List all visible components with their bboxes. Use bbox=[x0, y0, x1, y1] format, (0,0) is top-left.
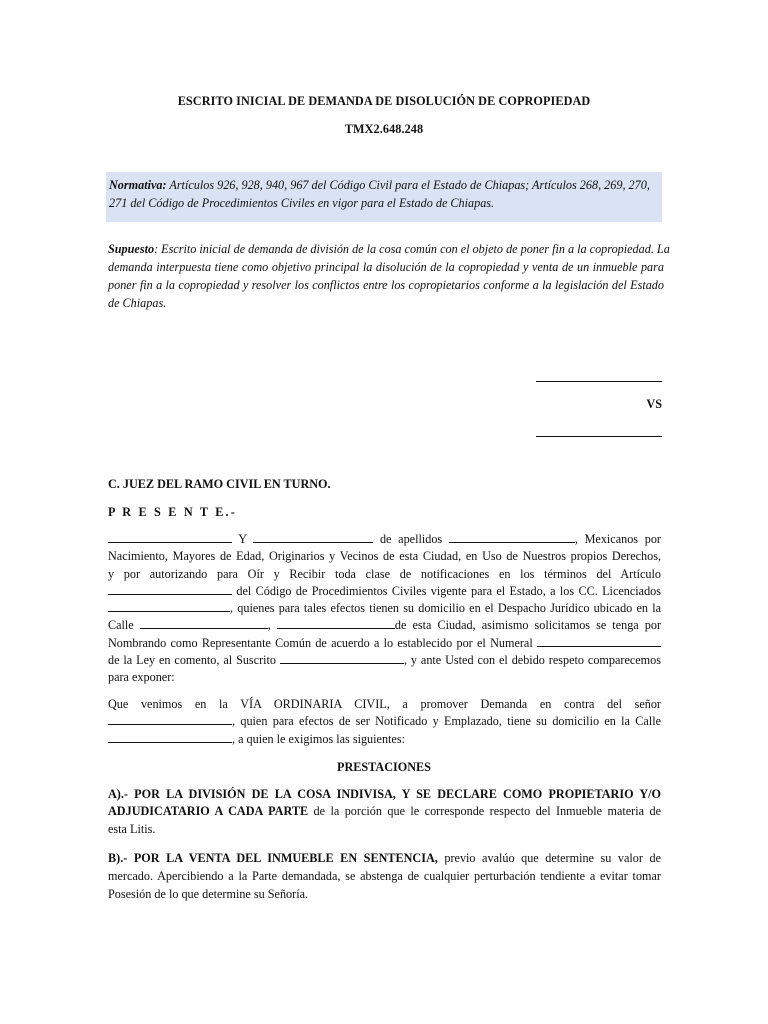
judge-heading: C. JUEZ DEL RAMO CIVIL EN TURNO. bbox=[108, 477, 331, 491]
prestacion-b bbox=[108, 849, 661, 903]
prestacion-a-line-3: esta Litis. bbox=[108, 821, 156, 836]
prestacion-a-line-2: de la porción que le corresponde respecto del Inmueble materia de bbox=[308, 804, 661, 819]
blank-articulo bbox=[108, 583, 232, 595]
intro-line-8a: de la Ley en comento, al Suscrito bbox=[108, 653, 280, 668]
intro-line-4: del Código de Procedimientos Civiles vigente para el Estado, a los CC. Licenciados bbox=[232, 583, 661, 598]
normativa-text-2: 271 del Código de Procedimientos Civiles en vigor para el Estado de Chiapas. bbox=[109, 196, 495, 210]
blank-numeral bbox=[537, 635, 661, 647]
intro-paragraph bbox=[108, 531, 661, 687]
text-mexicanos: , Mexicanos por bbox=[574, 532, 661, 546]
intro-line-2: Nacimiento, Mayores de Edad, Originarios y Vecinos de esta Ciudad, en Uso de Nuestros propios Derechos, bbox=[108, 549, 661, 564]
prestaciones-heading: PRESTACIONES bbox=[337, 760, 431, 774]
presente-heading: P R E S E N T E.- bbox=[108, 505, 238, 519]
text-y: Y bbox=[232, 532, 254, 546]
document-code: TMX2.648.248 bbox=[344, 122, 424, 136]
via-line-3: , a quien le exigimos las siguientes: bbox=[232, 731, 405, 746]
vs-label: VS bbox=[646, 397, 662, 411]
text-calle: Calle bbox=[108, 618, 140, 633]
intro-line-5: , quienes para tales efectos tienen su domicilio en el Despacho Jurídico ubicado en la bbox=[230, 601, 661, 616]
prestacion-b-line-1: previo avalúo que determine su valor de bbox=[437, 851, 661, 865]
normativa-box bbox=[106, 172, 662, 222]
prestacion-b-mercado: mercado. bbox=[108, 869, 154, 883]
prestacion-b-line-3: Posesión de lo que determine su Señoría. bbox=[108, 887, 309, 901]
plaintiff-blank-line bbox=[536, 381, 662, 382]
prestacion-b-line-2: Apercibiendo a la Parte demandada, se abstenga de cualquier perturbación tendiente a evitar tomar bbox=[153, 869, 661, 883]
document-title: ESCRITO INICIAL DE DEMANDA DE DISOLUCIÓN DE COPROPIEDAD bbox=[177, 94, 591, 108]
blank-calle-2 bbox=[277, 617, 395, 629]
supuesto-text-3: poner fin a la copropiedad y resolver los conflictos entre los copropietarios conforme a la legislación del Estado bbox=[108, 278, 664, 292]
supuesto-text-1: : Escrito inicial de demanda de división de la cosa común con el objeto de poner fin a la copropiedad. La bbox=[154, 242, 670, 256]
via-ordinaria-civil: VÍA ORDINARIA CIVIL bbox=[240, 697, 387, 711]
defendant-blank-line bbox=[536, 436, 662, 437]
prestacion-b-bold-1: B).- POR LA VENTA DEL INMUEBLE EN SENTENCIA, bbox=[108, 851, 438, 865]
via-paragraph bbox=[108, 696, 661, 748]
prestacion-a bbox=[108, 786, 661, 838]
intro-line-9: para exponer: bbox=[108, 670, 175, 685]
blank-surnames bbox=[449, 531, 575, 543]
blank-calle-demandado bbox=[108, 731, 232, 743]
supuesto-text-4: de Chiapas. bbox=[108, 296, 167, 310]
blank-demandado bbox=[108, 713, 232, 725]
intro-line-8b: , y ante Usted con el debido respeto comparecemos bbox=[403, 653, 661, 668]
prestacion-a-bold-2: ADJUDICATARIO A CADA PARTE bbox=[108, 804, 309, 819]
text-de-apellidos: de apellidos bbox=[373, 532, 449, 546]
intro-line-6: de esta Ciudad, asimismo solicitamos se tenga por bbox=[394, 618, 661, 633]
blank-name-2 bbox=[253, 531, 373, 543]
blank-name-1 bbox=[108, 531, 232, 543]
text-comma: , bbox=[267, 618, 277, 633]
blank-licenciados bbox=[108, 600, 230, 612]
normativa-text-1: Artículos 926, 928, 940, 967 del Código Civil para el Estado de Chiapas; Artículos 268, 269, 270, bbox=[166, 178, 650, 192]
supuesto-paragraph bbox=[108, 240, 670, 312]
prestacion-a-line-1: A).- POR LA DIVISIÓN DE LA COSA INDIVISA, Y SE DECLARE COMO PROPIETARIO Y/O bbox=[108, 787, 661, 801]
intro-line-7: Nombrando como Representante Común de acuerdo a lo establecido por el Numeral bbox=[108, 635, 537, 650]
intro-line-3: y por autorizando para Oír y Recibir toda clase de notificaciones en los términos del Artículo bbox=[108, 566, 661, 581]
normativa-label: Normativa: bbox=[109, 178, 167, 192]
supuesto-label: Supuesto bbox=[108, 242, 155, 256]
via-text-a: Que venimos en la bbox=[108, 697, 241, 711]
via-text-c: , a promover Demanda en contra del señor bbox=[386, 697, 661, 711]
via-line-2: , quien para efectos de ser Notificado y Emplazado, tiene su domicilio en la Calle bbox=[232, 714, 661, 729]
supuesto-text-2: demanda interpuesta tiene como objetivo principal la disolución de la copropiedad y venta de un inmueble para bbox=[108, 260, 664, 274]
blank-calle bbox=[140, 617, 268, 629]
blank-suscrito bbox=[280, 652, 404, 664]
